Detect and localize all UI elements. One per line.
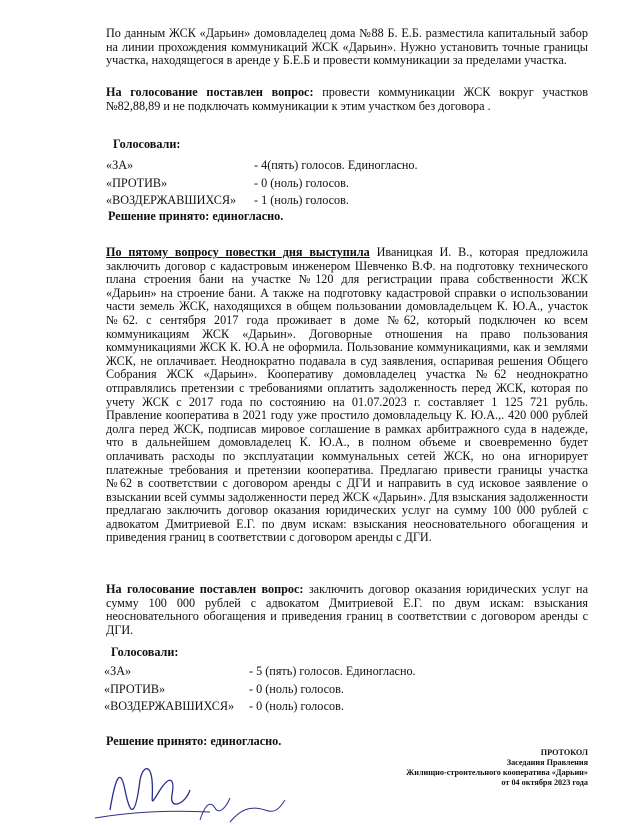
footer-line-4: от 04 октября 2023 года <box>501 778 588 787</box>
question-5-label: По пятому вопросу повестки дня выступила <box>106 245 370 259</box>
footer-header <box>406 748 588 788</box>
question-4-block <box>106 86 588 113</box>
question-5-block <box>106 246 588 545</box>
question-4-label: На голосование поставлен вопрос: <box>106 85 314 99</box>
vote-2-against-label: «ПРОТИВ» <box>104 682 166 696</box>
vote-1-for-label: «ЗА» <box>106 158 134 172</box>
vote-2-for-value: - 5 (пять) голосов. Единогласно. <box>249 664 416 678</box>
question-5-vote-block <box>106 583 588 637</box>
vote-2-header: Голосовали: <box>111 645 179 659</box>
vote-2-abstain-label: «ВОЗДЕРЖАВШИХСЯ» <box>104 699 235 713</box>
vote-1-against-label: «ПРОТИВ» <box>106 176 168 190</box>
footer-line-3: Жилищно-строительного кооператива «Дарьин» <box>406 768 588 777</box>
handwritten-signature <box>90 750 290 825</box>
question-5-text: Иваницкая И. В., которая предложила заключить договор с кадастровым инженером Шевченко В.Ф. на подготовку технического плана строения бани на участке №120 для регистрации права собственности ЖСК «Дарьин» на строение бани. А также на подготовку кадастровой справки о использовании части земель ЖСК, находящихся в общем пользовании домовладельцем К. Ю.А., участок №62. с сентября 2017 года проживает в доме №62, который подключен ко всем коммуникациям ЖСК «Дарьин». Договорные отношения на право пользования коммуникациями ЖСК К. Ю.А не оформила. Пользование коммуникациями, как и землями ЖСК, не оплачивает. Неоднократно подавала в суд заявления, оспаривая решения Общего Собрания ЖСК «Дарьин». Кооперативу домовладелец участка №62 неоднократно отправлялись претензии с требованиями оплатить задолженность перед ЖСК, которая по учету ЖСК с 2017 года по состоянию на 01.07.2023 г. составляет 1 125 721 рубль. Правление кооператива в 2021 году уже простило домовладельцу К. Ю.А.,. 420 000 рублей долга перед ЖСК, подписав мировое соглашение в рамках арбитражного суда в надежде, что в дальнейшем домовладелец К. Ю.А., в полном объеме и своевременно будет оплачивать расходы по эксплуатации коммунальных сетей ЖСК, но она игнорирует платежные требования и претензии кооператива. Предлагаю привести границы участка №62 в соответствии с договором аренды с ДГИ и направить в суд исковое заявление о взыскании всей суммы задолженности перед ЖСК «Дарьин». Для взыскания задолженности предлагаю заключить договор оказания юридических услуг на сумму 100 000 рублей с адвокатом Дмитриевой Е.Г. по двум искам: взыскания неосновательного обогащения и приведения границ в соответствии с договором аренды с ДГИ. <box>106 245 588 545</box>
vote-2-for-label: «ЗА» <box>104 664 132 678</box>
vote-1-abstain-label: «ВОЗДЕРЖАВШИХСЯ» <box>106 193 237 207</box>
vote-1-decision: Решение принято: единогласно. <box>108 209 284 223</box>
question-5-vote-text: заключить договор оказания юридических услуг на сумму 100 000 рублей с адвокатом Дмитриевой Е.Г. по двум искам: взыскания неосновательного обогащения и приведения границ в соответствии с договором аренды с ДГИ. <box>106 582 588 637</box>
intro-paragraph: По данным ЖСК «Дарьин» домовладелец дома №88 Б. Е.Б. разместила капитальный забор на линии прохождения коммуникаций ЖСК «Дарьин». Нужно установить точные границы участка, находящегося в аренде у Б.Е.Б и провести коммуникации за пределами участка. <box>106 26 588 68</box>
question-4-text: провести коммуникации ЖСК вокруг участков №82,88,89 и не подключать коммуникации к этим участком без договора . <box>106 85 588 113</box>
vote-1-abstain-value: - 1 (ноль) голосов. <box>254 193 349 207</box>
footer-title: ПРОТОКОЛ <box>540 748 588 757</box>
vote-1-for-value: - 4(пять) голосов. Единогласно. <box>254 158 418 172</box>
vote-2-abstain-value: - 0 (ноль) голосов. <box>249 699 344 713</box>
footer-line-2: Заседания Правления <box>506 758 588 767</box>
vote-1-against-value: - 0 (ноль) голосов. <box>254 176 349 190</box>
vote-2-decision: Решение принято: единогласно. <box>106 734 282 748</box>
question-5-vote-label: На голосование поставлен вопрос: <box>106 582 304 596</box>
vote-2-against-value: - 0 (ноль) голосов. <box>249 682 344 696</box>
vote-1-header: Голосовали: <box>113 137 181 151</box>
